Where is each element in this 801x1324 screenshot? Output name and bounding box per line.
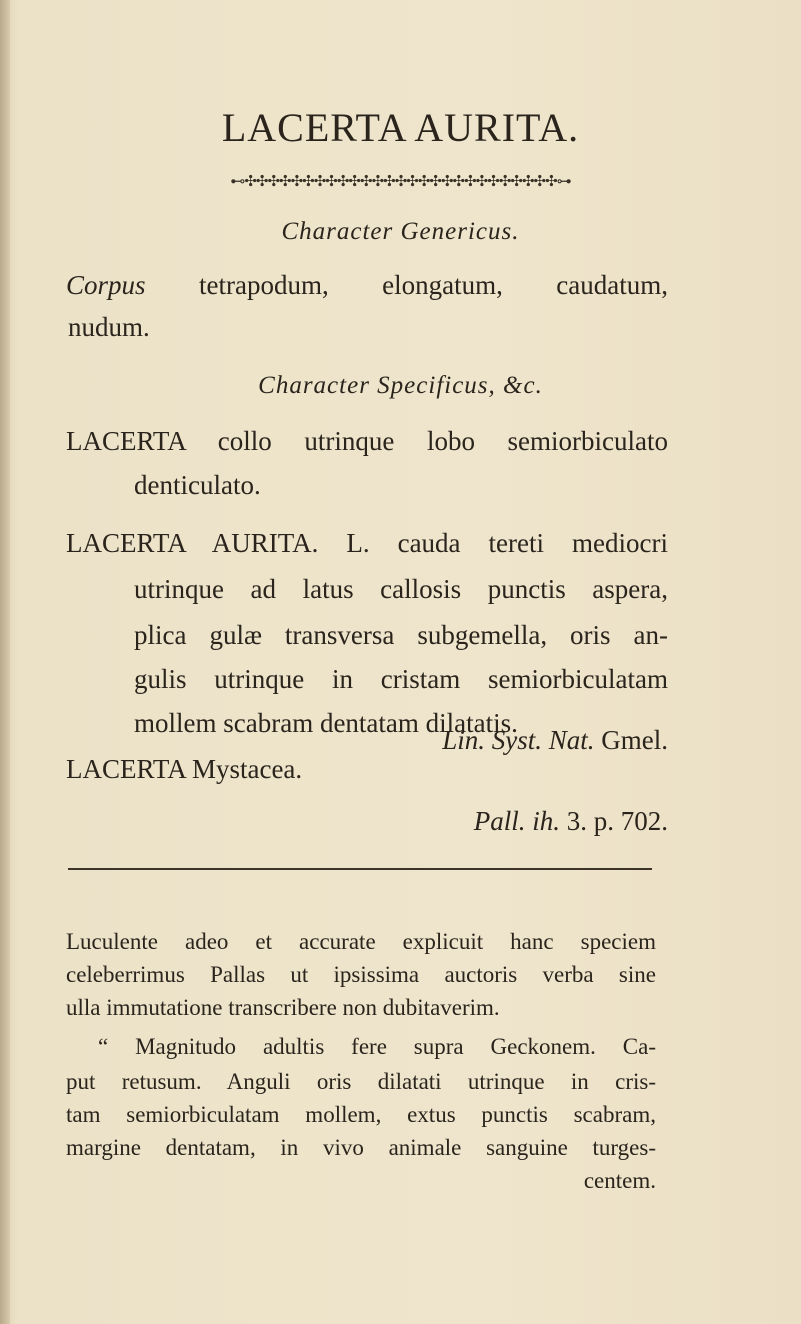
footnote-line-8: centem. <box>583 1168 656 1193</box>
genericus-line-1-text: tetrapodum, elongatum, caudatum, <box>198 270 669 300</box>
specificus-entry2-line2: utrinque ad latus callosis punctis aspera, <box>134 574 668 604</box>
heading-character-specificus: Character Specificus, &c. <box>258 372 543 399</box>
genericus-term: Corpus <box>66 270 146 300</box>
heading-character-genericus: Character Genericus. <box>281 218 520 245</box>
reference-linnaeus-author: Gmel. <box>601 725 668 755</box>
page-binding-edge <box>0 0 10 1324</box>
specificus-entry2-line3: plica gulæ transversa subgemella, oris an- <box>134 620 668 650</box>
footnote-line-7: margine dentatam, in vivo animale sanguine turges- <box>66 1135 656 1160</box>
footnote-line-5: put retusum. Anguli oris dilatati utrinque in cris- <box>66 1069 656 1094</box>
footnote-line-4: “ Magnitudo adultis fere supra Geckonem. Ca- <box>98 1034 656 1059</box>
reference-linnaeus-title: Lin. Syst. Nat. <box>442 725 595 755</box>
footnote-line-6: tam semiorbiculatam mollem, extus punctis scabram, <box>66 1102 656 1127</box>
specificus-entry3: LACERTA Mystacea. <box>66 754 303 784</box>
page-title: LACERTA AURITA. <box>221 105 580 150</box>
specificus-entry1-line2: denticulato. <box>134 470 261 500</box>
reference-pallas <box>474 806 668 837</box>
section-divider <box>68 868 652 870</box>
specificus-entry2-line1: LACERTA AURITA. L. cauda tereti mediocri <box>66 528 668 558</box>
footnote-line-1: Luculente adeo et accurate explicuit hanc speciem <box>66 929 656 954</box>
genericus-line-2: nudum. <box>68 312 150 342</box>
footnote-line-2: celeberrimus Pallas ut ipsissima auctoris verba sine <box>66 962 656 987</box>
reference-linnaeus <box>442 725 668 756</box>
specificus-entry1-line1: LACERTA collo utrinque lobo semiorbiculato <box>66 426 668 456</box>
footnote-line-3: ulla immutatione transcribere non dubitaverim. <box>66 995 500 1020</box>
reference-pallas-locator: 3. p. 702. <box>566 806 668 836</box>
specificus-entry2-line5: mollem scabram dentatam dilatatis. <box>134 708 518 738</box>
reference-pallas-title: Pall. ih. <box>473 806 560 836</box>
genericus-line-1 <box>66 264 668 306</box>
specificus-entry2-line4: gulis utrinque in cristam semiorbiculatam <box>134 664 668 694</box>
decorative-ornament-row: ⊷✣✣✣✣✣✣✣✣✣✣✣✣✣✣✣✣✣✣✣✣✣✣✣✣✣✣✣⊶ <box>230 174 571 190</box>
